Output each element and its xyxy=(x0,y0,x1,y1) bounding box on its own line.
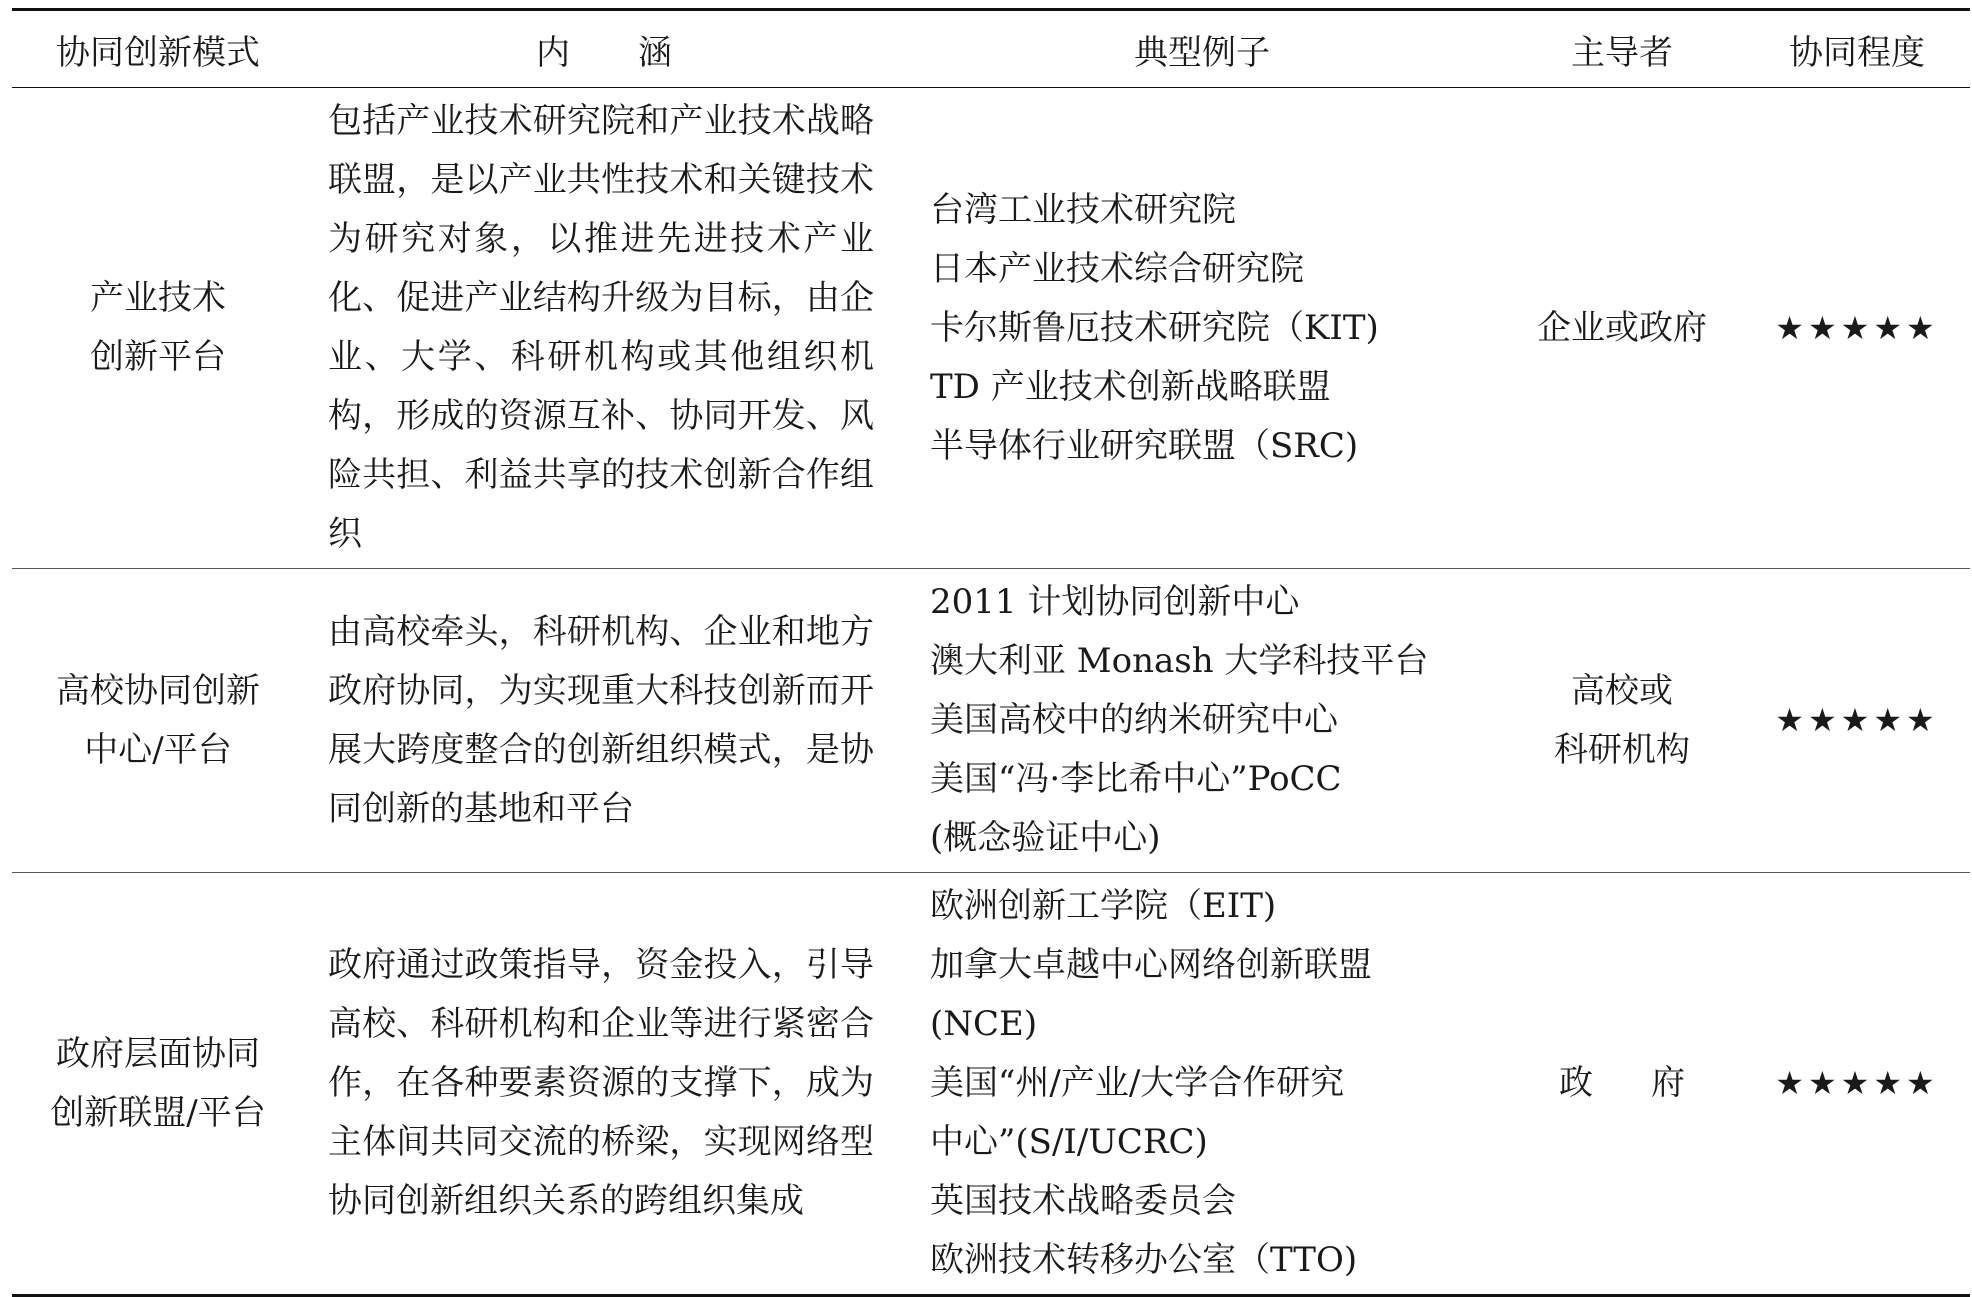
example-item: TD 产业技术创新战略联盟 xyxy=(930,366,1331,407)
header-degree: 协同程度 xyxy=(1789,32,1925,73)
leader-cell xyxy=(1500,873,1744,1296)
leader-cell xyxy=(1500,88,1744,569)
header-leader: 主导者 xyxy=(1571,32,1673,73)
degree-cell xyxy=(1744,873,1970,1296)
example-item: 英国技术战略委员会 xyxy=(930,1181,1236,1221)
degree-cell xyxy=(1744,569,1970,873)
mode-cell xyxy=(12,88,304,569)
example-item: 卡尔斯鲁厄技术研究院（KIT) xyxy=(930,307,1379,348)
example-item: 美国高校中的纳米研究中心 xyxy=(930,700,1338,740)
examples-cell xyxy=(904,88,1500,569)
star-rating: ★★★★★ xyxy=(1775,1064,1939,1102)
mode-cell xyxy=(12,569,304,873)
mode-line: 产业技术 xyxy=(90,278,226,318)
meaning-text: 包括产业技术研究院和产业技术战略联盟，是以产业共性技术和关键技术为研究对象，以推进先进技术产业化、促进产业结构升级为目标，由企业、大学、科研机构或其他组织机构，形成的资源互补、协同开发、风险共担、利益共享的技术创新合作组织 xyxy=(328,101,874,554)
collaborative-innovation-table xyxy=(12,8,1970,1297)
example-item: 欧洲技术转移办公室（TTO) xyxy=(930,1240,1358,1280)
examples-cell xyxy=(904,569,1500,873)
header-meaning: 内 涵 xyxy=(536,32,672,73)
example-item: 美国“冯·李比希中心”PoCC xyxy=(930,759,1342,799)
mode-line: 创新平台 xyxy=(90,337,226,377)
meaning-text: 政府通过政策指导，资金投入，引导高校、科研机构和企业等进行紧密合作，在各种要素资源的支撑下，成为主体间共同交流的桥梁，实现网络型协同创新组织关系的跨组织集成 xyxy=(328,945,874,1221)
example-item: 2011 计划协同创新中心 xyxy=(930,582,1300,622)
example-item: 美国“州/产业/大学合作研究 xyxy=(930,1063,1345,1103)
mode-line: 创新联盟/平台 xyxy=(50,1092,266,1133)
leader-line: 科研机构 xyxy=(1554,729,1690,770)
star-rating: ★★★★★ xyxy=(1775,701,1939,739)
example-item: 加拿大卓越中心网络创新联盟 xyxy=(930,945,1372,985)
header-examples: 典型例子 xyxy=(1134,32,1270,73)
mode-cell xyxy=(12,873,304,1296)
leader-cell xyxy=(1500,569,1744,873)
table-row xyxy=(12,873,1970,1296)
degree-cell xyxy=(1744,88,1970,569)
meaning-cell xyxy=(304,873,904,1296)
leader-line: 企业或政府 xyxy=(1537,307,1707,348)
comparison-table-wrapper xyxy=(12,8,1970,1297)
leader-line: 高校或 xyxy=(1571,670,1673,711)
example-item: 欧洲创新工学院（EIT) xyxy=(930,886,1277,926)
example-item: 澳大利亚 Monash 大学科技平台 xyxy=(930,641,1429,681)
header-mode: 协同创新模式 xyxy=(56,32,260,73)
example-item: 半导体行业研究联盟（SRC) xyxy=(930,425,1359,466)
mode-line: 中心/平台 xyxy=(84,729,232,770)
examples-cell xyxy=(904,873,1500,1296)
meaning-text: 由高校牵头，科研机构、企业和地方政府协同，为实现重大科技创新而开展大跨度整合的创新组织模式，是协同创新的基地和平台 xyxy=(328,611,874,829)
table-row xyxy=(12,88,1970,569)
example-item: (NCE) xyxy=(930,1004,1038,1044)
meaning-cell xyxy=(304,88,904,569)
example-item: 中心”(S/I/UCRC) xyxy=(930,1122,1208,1162)
table-row xyxy=(12,569,1970,873)
mode-line: 政府层面协同 xyxy=(56,1033,260,1074)
example-item: 台湾工业技术研究院 xyxy=(930,189,1236,230)
example-item: 日本产业技术综合研究院 xyxy=(930,248,1304,289)
meaning-cell xyxy=(304,569,904,873)
leader-line: 政府 xyxy=(1559,1063,1743,1103)
mode-line: 高校协同创新 xyxy=(56,670,260,711)
example-item: (概念验证中心) xyxy=(930,818,1161,858)
star-rating: ★★★★★ xyxy=(1775,308,1939,347)
table-header-row xyxy=(12,10,1970,88)
